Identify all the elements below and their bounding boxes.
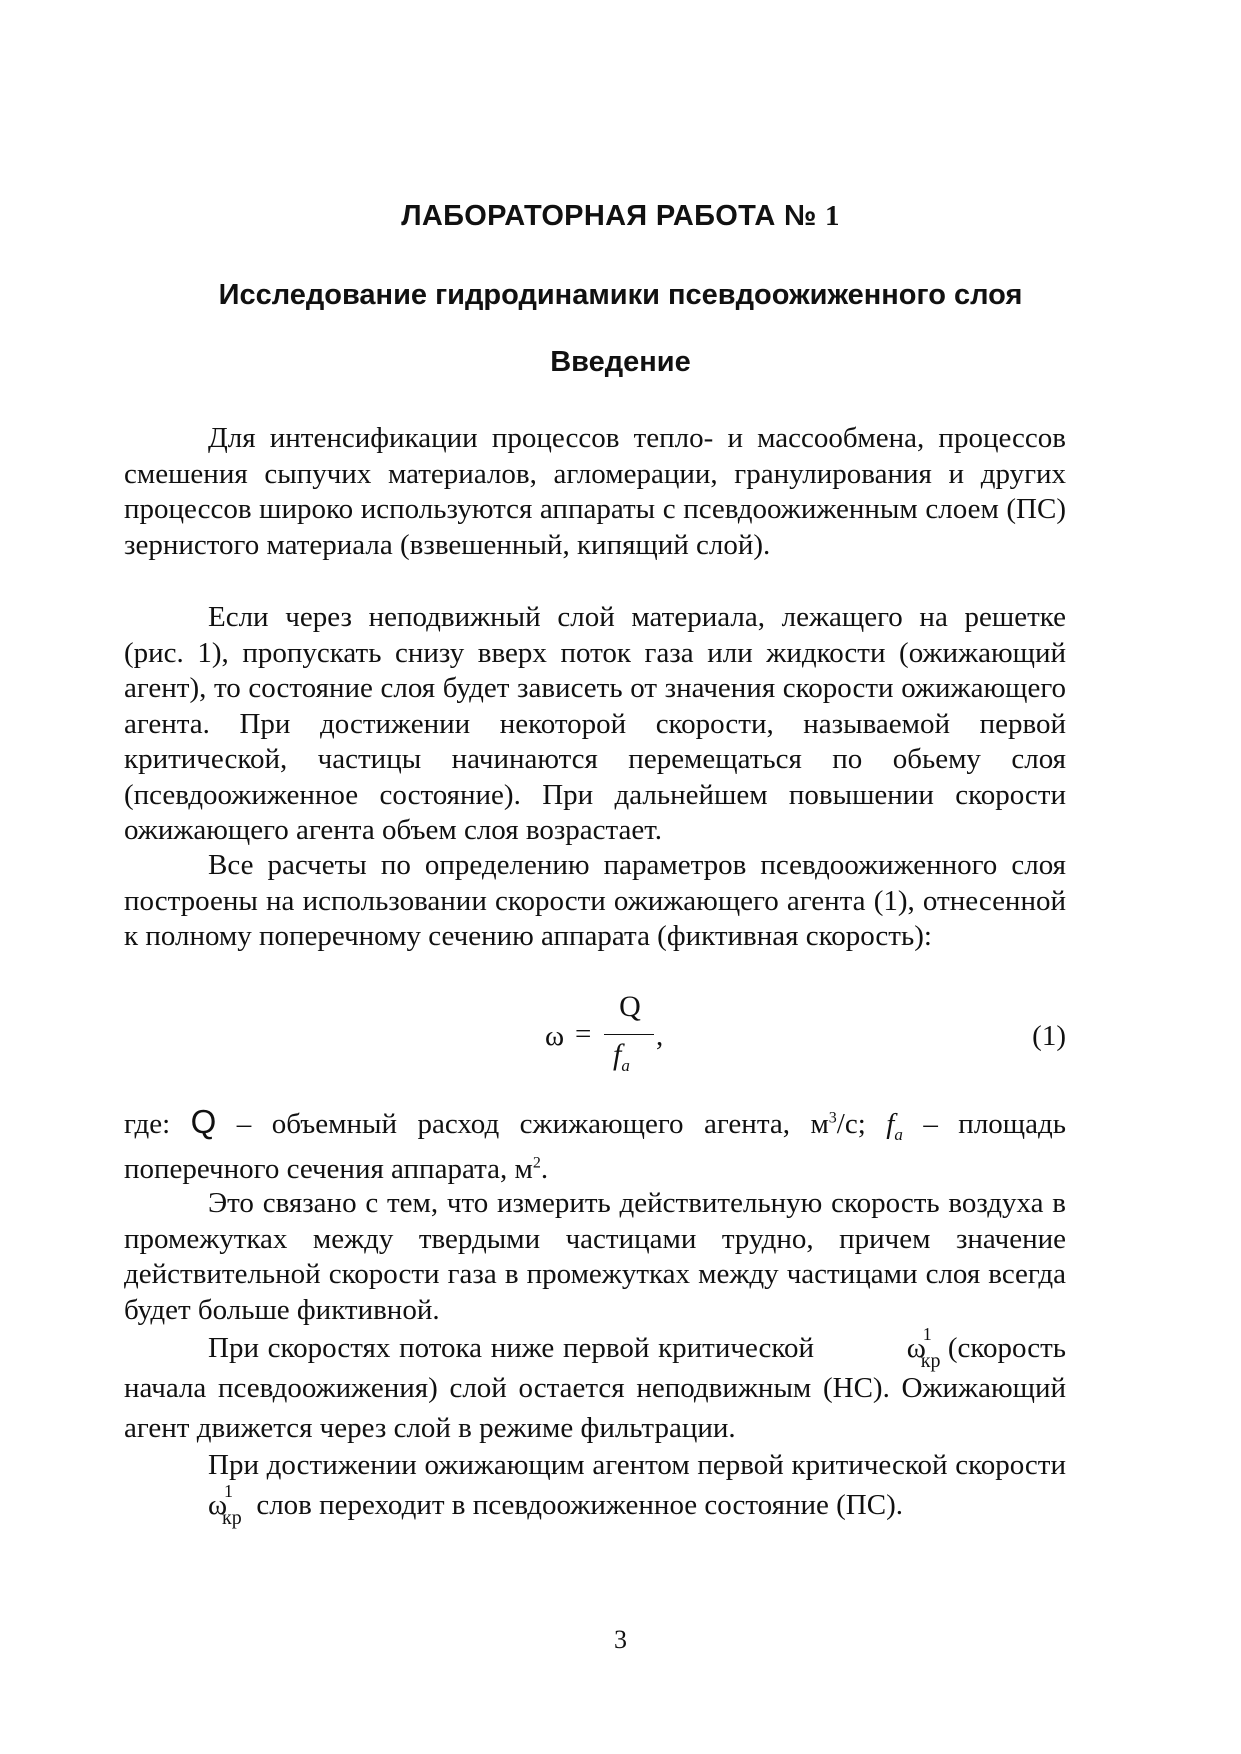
p4-exp2: 2 [532,1154,541,1172]
denominator-f: f [613,1038,622,1071]
paragraph-2-text: Если через неподвижный слой материала, лежащего на решетке (рис. 1), пропускать снизу вверх поток газа или жидкости (ожижающий агент), то состояние слоя будет зависеть от значения скорости ожижающего агента. При достижении некоторой скорости, называемой первой критической, частицы начинаются перемещаться по обьему слоя (псевдоожиженное состояние). При дальнейшем повышении скорости ожижающего агента объем слоя возрастает. [124,601,1066,846]
lab-title-number: 1 [824,200,840,232]
omega-critical-symbol-2 [124,1481,249,1529]
p6-end: (скорость начала псевдоожижения) слой остается неподвижным (НС). Ожижающий агент движется через слой в режиме фильтрации. [124,1332,1066,1444]
omega-sup: 1 [922,1324,932,1344]
denominator-sub: a [621,1056,630,1075]
omega-char-2: ω [208,1489,228,1521]
paragraph-2 [124,600,1066,849]
p6-start: При скоростях потока ниже первой критической [208,1332,815,1364]
section-heading: Введение [550,346,691,378]
p7-end: слов переходит в псевдоожиженное состояние (ПС). [256,1489,903,1521]
lab-subtitle: Исследование гидродинамики псевдоожиженного слоя [218,279,1023,311]
p4-fsub: a [894,1124,903,1144]
p4-f-symbol [886,1108,903,1144]
paragraph-3 [124,848,1066,955]
p4-mid1: – объемный расход сжижающего агента, м [236,1108,829,1140]
omega-sub: кр [920,1350,941,1372]
p4-exp3: 3 [828,1109,837,1127]
equation-number: (1) [1032,1020,1066,1052]
fraction-line [604,1034,654,1035]
omega-char: ω [906,1332,926,1364]
omega-sup-2: 1 [224,1481,233,1501]
formula-lhs: ω [545,1020,565,1052]
lab-title-text: ЛАБОРАТОРНАЯ РАБОТА № [401,200,817,232]
formula-comma: , [656,1020,664,1052]
omega-sub-2: кр [222,1507,242,1529]
p4-end: . [540,1153,549,1186]
p4-q-symbol: Q [190,1103,217,1140]
paragraph-7 [124,1445,1066,1529]
paragraph-7-text [124,1445,1066,1529]
p4-mid2: /с; [836,1108,866,1140]
formula-equals: = [575,1018,592,1050]
p7-start: При достижении ожижающим агентом первой критической скорости [208,1449,1066,1481]
paragraph-4 [124,1104,1066,1188]
omega-critical-symbol [823,1324,948,1372]
lab-title [0,200,1241,233]
paragraph-5 [124,1186,1066,1328]
p4-f: f [886,1108,895,1140]
p4-mid3: – площадь поперечного сечения аппарата, м [124,1108,1066,1186]
formula-denominator [613,1038,630,1076]
paragraph-6 [124,1324,1066,1448]
paragraph-1 [124,421,1066,563]
paragraph-5-text: Это связано с тем, что измерить действительную скорость воздуха в промежутках между твердыми частицами трудно, причем значение действительной скорости газа в промежутках между частицами слоя всегда будет больше фиктивной. [124,1187,1066,1326]
formula-1 [124,990,1066,1090]
paragraph-4-text [124,1104,1066,1188]
paragraph-1-text: Для интенсификации процессов тепло- и массообмена, процессов смешения сыпучих материалов, агломерации, гранулирования и других процессов широко используются аппараты с псевдоожиженным слоем (ПС) зернистого материала (взвешенный, кипящий слой). [124,422,1066,561]
formula-numerator: Q [619,990,641,1023]
p4-start: где: [124,1108,171,1140]
paragraph-3-text: Все расчеты по определению параметров псевдоожиженного слоя построены на использовании скорости ожижающего агента (1), отнесенной к полному поперечному сечению аппарата (фиктивная скорость): [124,849,1066,952]
paragraph-6-text [124,1324,1066,1448]
page-number: 3 [614,1625,627,1654]
